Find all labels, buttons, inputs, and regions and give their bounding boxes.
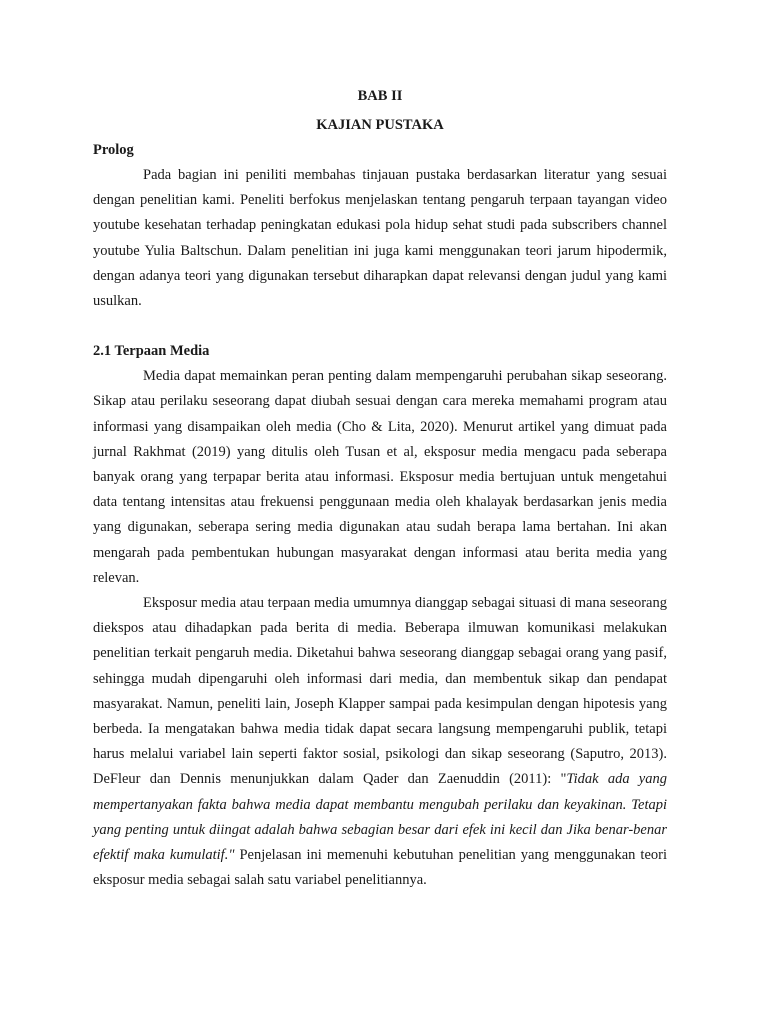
paragraph-2-intro: Eksposur media atau terpaan media umumnya dianggap sebagai situasi di mana seseorang diekspos atau dihadapkan pada berita di media. Beberapa ilmuwan komunikasi melakukan penelitian terkait pengaruh media. Diketahui bahwa seseorang dianggap sebagai orang yang pasif, sehingga mudah dipengaruhi oleh informasi dari media, dan membentuk sikap dan pendapat masyarakat. Namun, peneliti lain, Joseph Klapper sampai pada kesimpulan dengan hipotesis yang berbeda. Ia mengatakan bahwa media tidak dapat secara langsung mempengaruhi publik, tetapi harus melalui variabel lain seperti faktor sosial, psikologi dan sikap seseorang (Saputro, 2013). DeFleur dan Dennis menunjukkan dalam Qader dan Zaenuddin (2011): " bbox=[93, 595, 667, 788]
prolog-heading: Prolog bbox=[93, 142, 134, 158]
section-heading: 2.1 Terpaan Media bbox=[93, 343, 210, 360]
paragraph-2-quote: Tidak ada yang mempertanyakan fakta bahwa media dapat membantu mengubah perilaku dan keyakinan. Tetapi yang penting untuk diingat adalah bahwa sebagian besar dari efek ini kecil dan Jika benar-benar efektif maka kumulatif." bbox=[93, 771, 667, 864]
paragraph-1: Media dapat memainkan peran penting dalam mempengaruhi perubahan sikap seseorang. Sikap atau perilaku seseorang dapat diubah sesuai dengan cara mereka memahami program atau informasi yang disampaikan oleh media (Cho & Lita, 2020). Menurut artikel yang dimuat pada jurnal Rakhmat (2019) yang ditulis oleh Tusan et al, eksposur media mengacu pada seberapa banyak orang yang terpapar berita atau informasi. Eksposur media bertujuan untuk mengetahui data tentang intensitas atau frekuensi penggunaan media oleh khalayak berdasarkan jenis media yang digunakan, seberapa sering media digunakan atau sudah berapa lama bertahan. Ini akan mengarah pada pembentukan hubungan masyarakat dengan informasi atau berita media yang relevan. bbox=[93, 368, 667, 586]
paragraph-2-outro: Penjelasan ini memenuhi kebutuhan penelitian yang menggunakan teori eksposur media sebagai salah satu variabel penelitiannya. bbox=[93, 847, 667, 889]
paragraph-2 bbox=[93, 591, 667, 893]
prolog-paragraph: Pada bagian ini peniliti membahas tinjauan pustaka berdasarkan literatur yang sesuai dengan penelitian kami. Peneliti berfokus menjelaskan tentang pengaruh terpaan tayangan video youtube kesehatan terhadap peningkatan edukasi pola hidup sehat studi pada subscribers channel youtube Yulia Baltschun. Dalam penelitian ini juga kami menggunakan teori jarum hipodermik, dengan adanya teori yang digunakan tersebut diharapkan dapat relevansi dengan judul yang kami usulkan. bbox=[93, 167, 667, 310]
section-spacer bbox=[93, 314, 667, 339]
document-body bbox=[93, 84, 667, 893]
chapter-number: BAB II bbox=[357, 88, 403, 104]
chapter-title: KAJIAN PUSTAKA bbox=[316, 117, 444, 133]
